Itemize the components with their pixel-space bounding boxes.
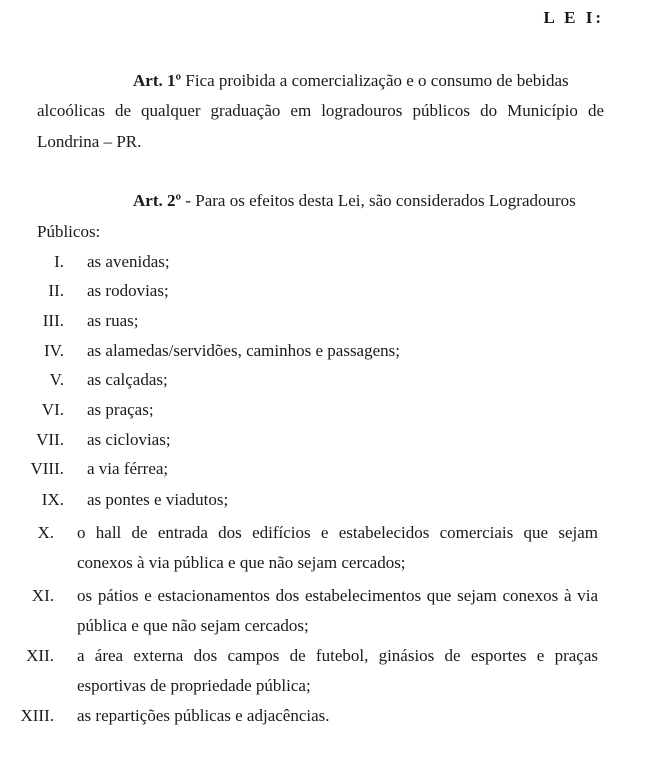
item-text: as avenidas; (87, 252, 170, 271)
item-num: VII. (36, 430, 64, 449)
art2-text-line2: Públicos: (37, 222, 101, 241)
item-text: as ciclovias; (87, 430, 171, 449)
item-num: X. (37, 523, 54, 542)
item-num: III. (42, 311, 64, 330)
item-num: VIII. (30, 459, 64, 478)
item-text-continued: esportivas de propriedade pública; (77, 676, 311, 695)
item-num: XI. (31, 586, 54, 605)
item-text: as pontes e viadutos; (87, 490, 229, 509)
art1-text-line1: Fica proibida a comercialização e o consumo de bebidas (185, 71, 569, 90)
item-num: XII. (26, 646, 54, 665)
item-num: VI. (41, 400, 64, 419)
art2-label: Art. 2º (133, 191, 182, 210)
art1-first-line (133, 71, 569, 91)
item-text: a via férrea; (87, 459, 169, 478)
item-num: IV. (44, 341, 64, 360)
item-text: as alamedas/servidões, caminhos e passagens; (87, 341, 400, 360)
item-text: as praças; (87, 400, 154, 419)
item-text: as calçadas; (87, 370, 168, 389)
item-text: as ruas; (87, 311, 139, 330)
art1-label: Art. 1º (133, 71, 182, 90)
item-num: IX. (41, 490, 64, 509)
item-text: as repartições públicas e adjacências. (77, 706, 330, 725)
art2-text-line1: - Para os efeitos desta Lei, são considerados Logradouros (185, 191, 576, 210)
item-text: os pátios e estacionamentos dos estabelecimentos que sejam conexos à via (77, 586, 598, 605)
item-text-continued: pública e que não sejam cercados; (77, 616, 309, 635)
art1-text-line3: Londrina – PR. (37, 132, 142, 151)
item-num: I. (54, 252, 64, 271)
law-heading: L E I: (543, 8, 604, 27)
item-num: XIII. (20, 706, 54, 725)
item-text: a área externa dos campos de futebol, ginásios de esportes e praças (77, 646, 598, 665)
item-text: o hall de entrada dos edifícios e estabelecidos comerciais que sejam (77, 523, 598, 542)
item-num: II. (48, 281, 64, 300)
item-text: as rodovias; (87, 281, 169, 300)
art1-text-line2: alcoólicas de qualquer graduação em logradouros públicos do Município de (37, 101, 604, 120)
item-text-continued: conexos à via pública e que não sejam cercados; (77, 553, 406, 572)
art2-first-line (133, 191, 576, 211)
item-num: V. (49, 370, 64, 389)
